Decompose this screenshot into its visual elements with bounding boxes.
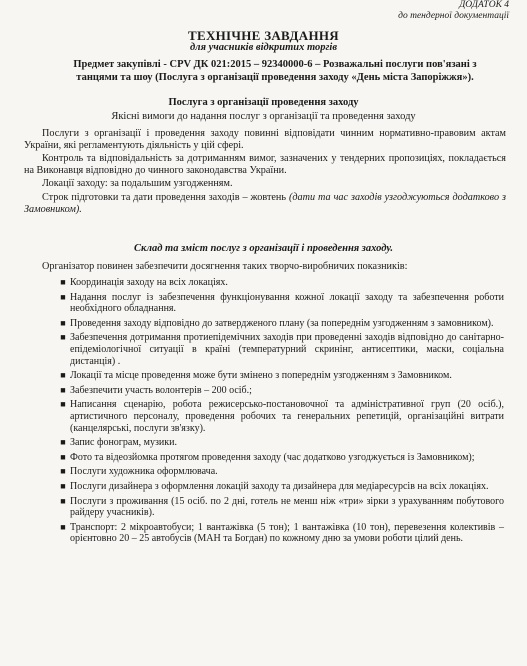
paragraph-responsibility: Контроль та відповідальність за дотриманням вимог, зазначених у тендерних пропозиціях, покладається на Виконавця відповідно до чинного законодавства України. (24, 153, 506, 176)
list-item-text: Забезпечити участь волонтерів – 200 осіб.; (70, 384, 252, 396)
list-item (56, 331, 504, 369)
list-item (56, 465, 504, 480)
list-item (56, 495, 504, 521)
paragraph-regulations: Послуги з організації і проведення заходу повинні відповідати чинним нормативно-правовим актам України, які регламентують діяльність у цій сфері. (24, 128, 506, 151)
bullet-icon: ■ (60, 317, 66, 328)
bullet-icon: ■ (60, 451, 66, 462)
list-item-text: Локації та місце проведення може бути змінено з попереднім узгодженням з Замовником. (70, 370, 452, 382)
list-item (56, 398, 504, 436)
bullet-icon: ■ (60, 370, 66, 381)
document-title: ТЕХНІЧНЕ ЗАВДАННЯ (188, 28, 339, 43)
list-item-text: Проведення заходу відповідно до затвердженого плану (за попереднім узгодженням з замовником). (70, 317, 494, 329)
procurement-subject (60, 58, 490, 84)
bullet-icon: ■ (60, 399, 66, 410)
requirements-list (56, 276, 504, 547)
bullet-icon: ■ (60, 384, 66, 395)
list-item (56, 521, 504, 547)
list-item (56, 276, 504, 291)
annex-note (359, 0, 509, 22)
annex-label: ДОДАТОК 4 (459, 0, 509, 10)
list-item-text: Запис фонограм, музики. (70, 437, 177, 449)
list-item-text: Послуги з проживання (15 осіб. по 2 дні, готель не менш ніж «три» зірки з урахуванням побутового райдеру учасників). (70, 495, 504, 519)
deadline-text: Строк підготовки та дати проведення заходів – жовтень (42, 192, 287, 203)
list-item-text: Забезпечення дотримання протиепідемічних заходів при проведенні заходів відповідно до санітарно-епідеміологічної ситуації в країні (температурний скринінг, антисептики, маски, соціальна дистанція) . (70, 332, 504, 367)
list-item (56, 384, 504, 399)
list-item-text: Координація заходу на всіх локаціях. (70, 277, 228, 288)
service-heading: Послуга з організації проведення заходу (168, 97, 359, 108)
procurement-subject-label: Предмет закупівлі - (73, 59, 167, 70)
list-item-text: Транспорт: 2 мікроавтобуси; 1 вантажівка (5 тон); 1 вантажівка (10 тон), перевезення колективів – орієнтовно 20 – 25 автобусів (МАН та Богдан) по кожному дню за умови роботи цілий день. (70, 521, 504, 545)
section-title: Склад та зміст послуг з організації і проведення заходу. (134, 243, 393, 254)
deadline-note: (дати та час заходів узгоджуються додатково з Замовником). (24, 192, 506, 215)
section-intro: Організатор повинен забезпечити досягнення таких творчо-виробничих показників: (42, 261, 408, 272)
bullet-icon: ■ (60, 521, 66, 532)
list-item (56, 291, 504, 317)
list-item (56, 436, 504, 451)
bullet-icon: ■ (60, 437, 66, 448)
bullet-icon: ■ (60, 332, 66, 343)
annex-caption: до тендерної документації (398, 11, 509, 21)
procurement-subject-text: СPV ДК 021:2015 – 92340000-6 – Розважальні послуги пов'язані з танцями та шоу (Послуга з організації проведення заходу «День міста Запоріжжя»). (76, 59, 477, 83)
document-subtitle: для учасників відкритих торгів (189, 42, 338, 53)
list-item-text: Надання послуг із забезпечення функціонування кожної локації заходу та забезпечення роботи необхідного обладнання. (70, 291, 504, 315)
bullet-icon: ■ (60, 277, 66, 287)
paragraph-locations: Локації заходу: за подальшим узгодженням. (42, 178, 233, 189)
quality-requirements-heading: Якісні вимоги до надання послуг з організації та проведення заходу (111, 111, 416, 122)
paragraph-deadline (24, 192, 506, 216)
bullet-icon: ■ (60, 466, 66, 477)
list-item (56, 369, 504, 384)
bullet-icon: ■ (60, 480, 66, 491)
list-item (56, 317, 504, 332)
list-item-text: Послуги дизайнера з оформлення локацій заходу та дизайнера для медіаресурсів на всіх локаціях. (70, 480, 489, 492)
list-item-text: Написання сценарію, робота режисерсько-постановочної та адміністративної груп (20 осіб.), артистичного персоналу, проведення робочих та генеральних репетицій, організаційні витрати (канцелярські, послуги зв'язку). (70, 399, 504, 434)
list-item-text: Фото та відеозйомка протягом проведення заходу (час додатково узгоджується із Замовником); (70, 451, 475, 463)
list-item (56, 480, 504, 495)
bullet-icon: ■ (60, 291, 66, 302)
list-item (56, 451, 504, 466)
list-item-text: Послуги художника оформлювача. (70, 466, 218, 478)
bullet-icon: ■ (60, 495, 66, 506)
